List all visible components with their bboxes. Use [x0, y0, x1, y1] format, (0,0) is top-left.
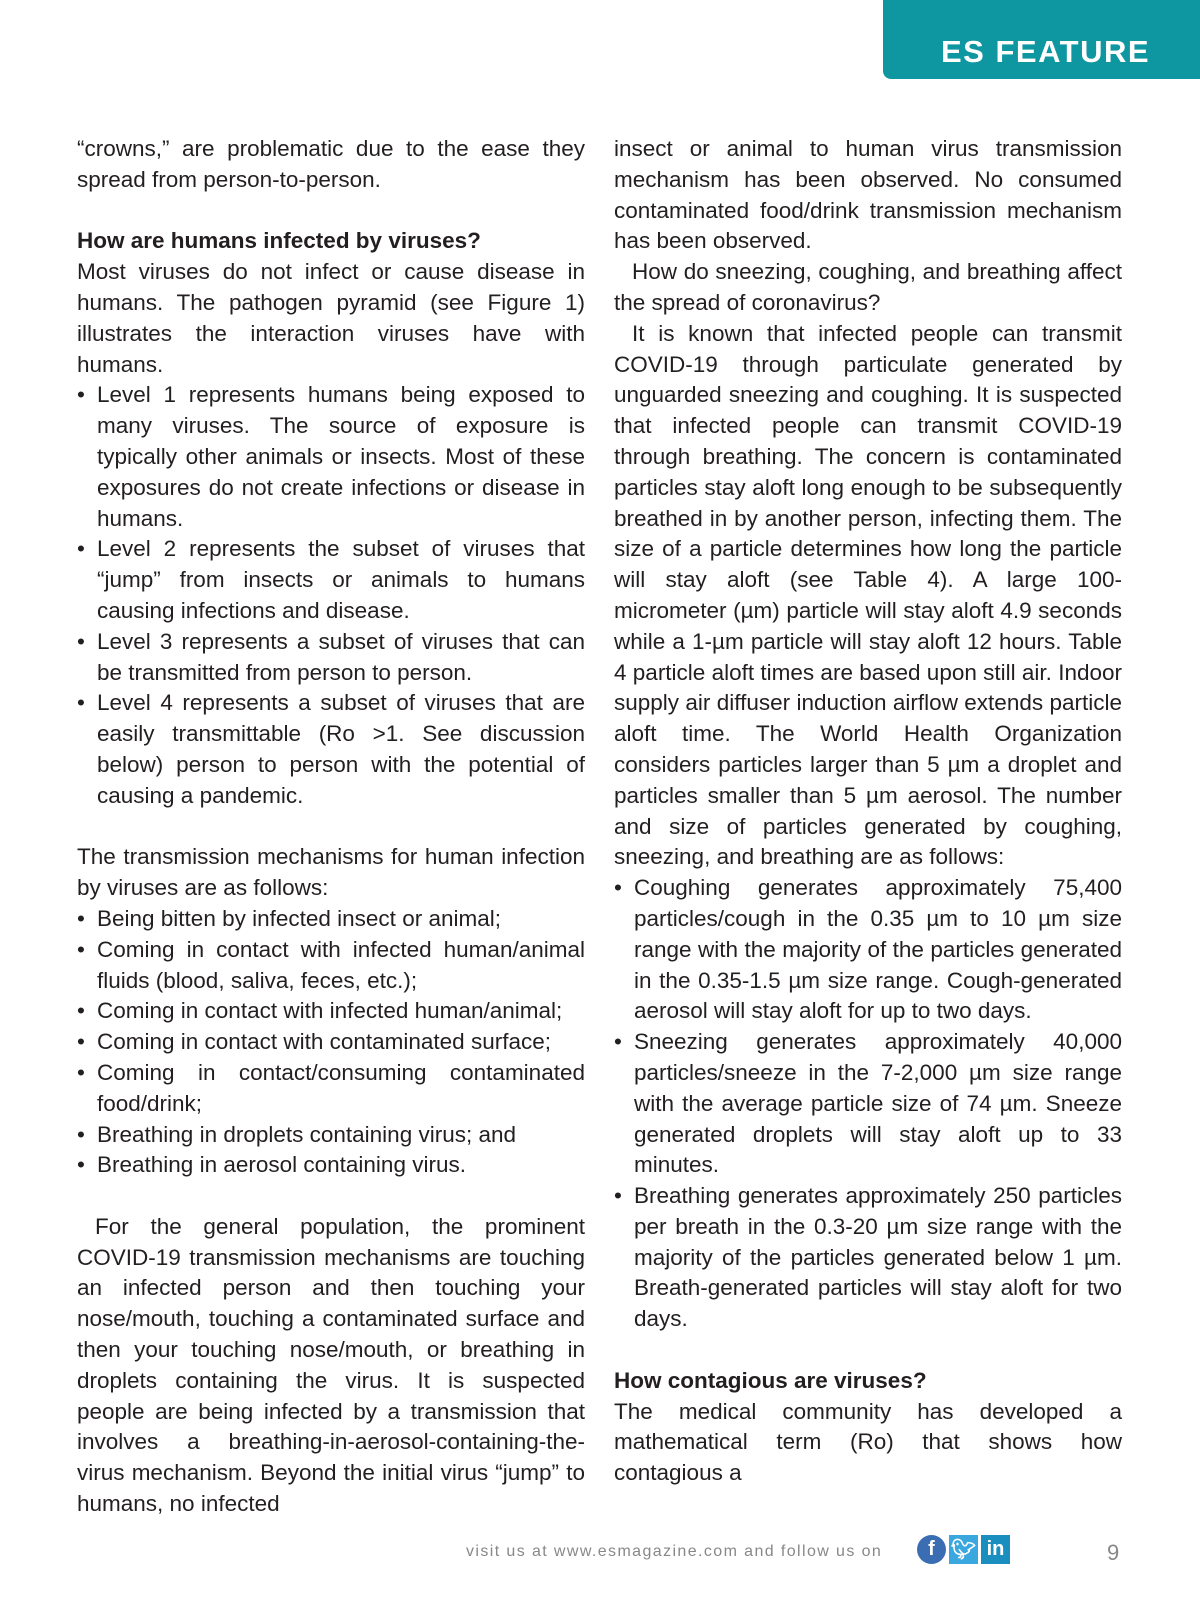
particles-list [614, 873, 1122, 1335]
section-badge [883, 0, 1200, 79]
twitter-icon[interactable]: 🐦︎ [949, 1535, 978, 1564]
paragraph: How do sneezing, coughing, and breathing affect the spread of coronavirus? [614, 259, 1122, 315]
list-item: • Coming in contact/consuming contaminated food/drink; [77, 1058, 585, 1120]
left-column [77, 134, 585, 1520]
paragraph: The medical community has developed a mathematical term (Ro) that shows how contagious a [614, 1398, 1122, 1486]
list-item: • Level 3 represents a subset of viruses that can be transmitted from person to person. [77, 627, 585, 689]
list-item: • Breathing generates approximately 250 particles per breath in the 0.3-20 µm size range with the majority of the particles generated below 1 µm. Breath-generated particles will stay aloft for two days. [614, 1181, 1122, 1335]
paragraph: insect or animal to human virus transmission mechanism has been observed. No consumed contaminated food/drink transmission mechanism has been observed. [614, 136, 1122, 254]
list-item: • Level 4 represents a subset of viruses that are easily transmittable (Ro >1. See discussion below) person to person with the potential of causing a pandemic. [77, 688, 585, 811]
facebook-icon[interactable]: f [917, 1535, 946, 1564]
mechanisms-list [77, 904, 585, 1181]
right-column [614, 134, 1122, 1489]
list-item: • Being bitten by infected insect or animal; [77, 904, 585, 935]
paragraph: Most viruses do not infect or cause disease in humans. The pathogen pyramid (see Figure 1) illustrates the interaction viruses have with humans. [77, 259, 585, 377]
list-item: • Level 2 represents the subset of viruses that “jump” from insects or animals to humans causing infections and disease. [77, 534, 585, 626]
levels-list [77, 380, 585, 811]
list-item: • Coughing generates approximately 75,400 particles/cough in the 0.35 µm to 10 µm size range with the majority of the particles generated in the 0.35-1.5 µm size range. Cough-generated aerosol will stay aloft for up to two days. [614, 873, 1122, 1027]
heading-infection: How are humans infected by viruses? [77, 228, 481, 254]
list-item: • Coming in contact with contaminated surface; [77, 1027, 585, 1058]
list-item: • Level 1 represents humans being exposed to many viruses. The source of exposure is typically other animals or insects. Most of these exposures do not create infections or disease in humans. [77, 380, 585, 534]
paragraph: It is known that infected people can transmit COVID-19 through particulate generated by unguarded sneezing and coughing. It is suspected that infected people can transmit COVID-19 through breathing. The concern is contaminated particles stay aloft long enough to be subsequently breathed in by another person, infecting them. The size of a particle determines how long the particle will stay aloft (see Table 4). A large 100-micrometer (µm) particle will stay aloft 4.9 seconds while a 1-µm particle will stay aloft 12 hours. Table 4 particle aloft times are based upon still air. Indoor supply air diffuser induction airflow extends particle aloft time. The World Health Organization considers particles larger than 5 µm a droplet and particles smaller than 5 µm aerosol. The number and size of particles generated by coughing, sneezing, and breathing are as follows: [614, 320, 1122, 870]
paragraph: The transmission mechanisms for human infection by viruses are as follows: [77, 844, 585, 901]
page-number: 9 [1107, 1540, 1120, 1565]
footer-text: visit us at www.esmagazine.com and follow us on [466, 1543, 883, 1560]
list-item: • Sneezing generates approximately 40,000 particles/sneeze in the 7-2,000 µm size range with the average particle size of 74 µm. Sneeze generated droplets will stay aloft up to 33 minutes. [614, 1027, 1122, 1181]
list-item: • Breathing in droplets containing virus; and [77, 1120, 585, 1151]
heading-contagious: How contagious are viruses? [614, 1367, 927, 1393]
section-label: ES FEATURE [941, 34, 1151, 69]
list-item: • Coming in contact with infected human/animal fluids (blood, saliva, feces, etc.); [77, 935, 585, 997]
linkedin-icon[interactable]: in [981, 1535, 1010, 1564]
social-links [917, 1535, 1010, 1564]
list-item: • Coming in contact with infected human/animal; [77, 996, 585, 1027]
paragraph: For the general population, the prominent COVID-19 transmission mechanisms are touching an infected person and then touching your nose/mouth, touching a contaminated surface and then your touching nose/mouth, or breathing in droplets containing the virus. It is suspected people are being infected by a transmission that involves a breathing-in-aerosol-containing-the-virus mechanism. Beyond the initial virus “jump” to humans, no infected [77, 1213, 585, 1517]
intro-paragraph: “crowns,” are problematic due to the ease they spread from person-to-person. [77, 136, 585, 192]
list-item: • Breathing in aerosol containing virus. [77, 1150, 585, 1181]
